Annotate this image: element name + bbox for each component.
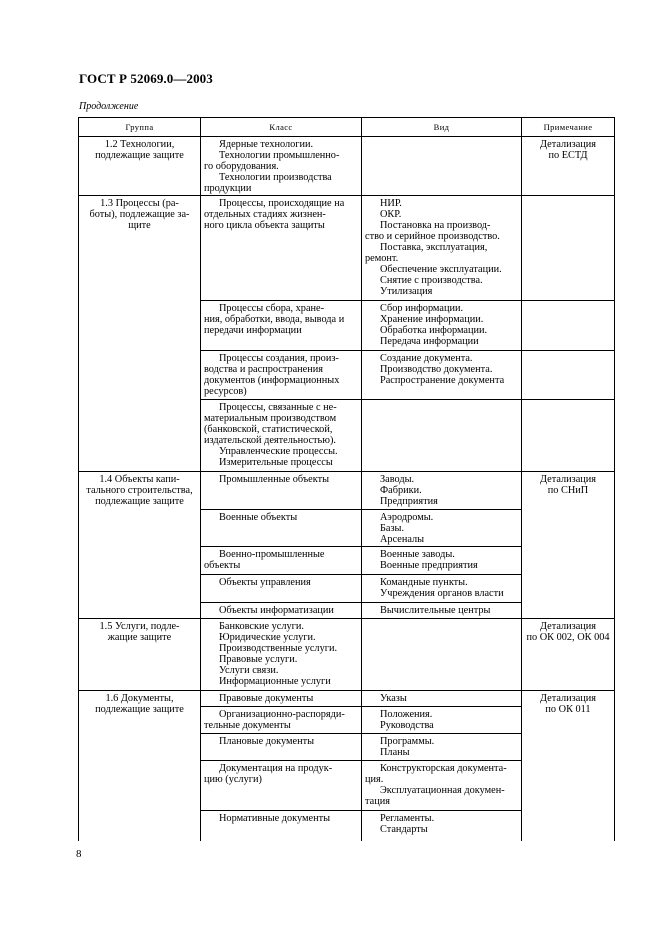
text-line: Аэродромы. [380,512,434,523]
text-line: Управленческие процессы. [219,446,338,457]
class-cell [201,575,362,603]
text-line: по ОК 011 [545,704,591,715]
text-line: Процессы, связанные с не- [219,402,337,413]
text-line: подлежащие защите [95,150,184,161]
kind-cell [362,734,522,761]
text-line: 1.6 Документы, [105,693,174,704]
class-cell [201,603,362,619]
text-line: Процессы, происходящие на [219,198,345,209]
text-line: Заводы. [380,474,415,485]
text-line: Услуги связи. [219,665,279,676]
text-line: НИР. [380,198,402,209]
text-line: тация [365,796,390,807]
text-line: Детализация [539,693,597,704]
note-cell [522,400,615,472]
column-header-group: Группа [79,118,201,137]
kind-cell [362,547,522,575]
kind-cell [362,196,522,301]
text-line: Технологии промышленно- [219,150,340,161]
text-line: Сбор информации. [380,303,464,314]
kind-cell [362,811,522,841]
text-line: тельные документы [204,720,291,731]
text-line: Детализация [539,474,597,485]
text-line: Технологии производства [219,172,332,183]
text-line: Создание документа. [380,353,473,364]
group-cell [79,619,201,691]
text-line: Объекты управления [219,577,311,588]
text-line: Военные объекты [219,512,298,523]
table-row [79,472,615,510]
text-line: тального строительства, [86,485,193,496]
kind-cell [362,575,522,603]
text-line: Стандарты [380,824,428,835]
text-line: щите [128,220,151,231]
text-line: подлежащие защите [95,496,184,507]
text-line: по ЕСТД [548,150,588,161]
class-cell [201,811,362,841]
note-cell [522,472,615,619]
text-line: Вычислительные центры [380,605,491,616]
kind-cell [362,691,522,707]
note-cell [522,301,615,351]
classification-table [78,117,615,841]
text-line: Утилизация [380,286,433,297]
text-line: Военные заводы. [380,549,455,560]
text-line: (банковской, статистической, [204,424,333,435]
text-line: ция. [365,774,384,785]
class-cell [201,734,362,761]
text-line: Нормативные документы [219,813,331,824]
text-line: отдельных стадиях жизнен- [204,209,326,220]
kind-cell [362,761,522,811]
text-line: ресурсов) [204,386,247,397]
text-line: жащие защите [107,632,172,643]
text-line: Правовые услуги. [219,654,298,665]
kind-cell [362,603,522,619]
text-line: Передача информации [380,336,479,347]
text-line: Ядерные технологии. [219,139,314,150]
page-number: 8 [76,848,82,860]
class-cell [201,351,362,400]
text-line: Процессы сбора, хране- [219,303,325,314]
table-header-row [79,118,615,137]
text-line: Промышленные объекты [219,474,330,485]
kind-cell [362,619,522,691]
text-line: Арсеналы [380,534,425,545]
text-line: Правовые документы [219,693,314,704]
text-line: Эксплуатационная докумен- [380,785,505,796]
column-header-note: Примечание [522,118,615,137]
group-cell [79,472,201,619]
class-cell [201,196,362,301]
text-line: цию (услуги) [204,774,262,785]
text-line: 1.3 Процессы (ра- [100,198,179,209]
text-line: Организационно-распоряди- [219,709,345,720]
text-line: документов (информационных [204,375,340,386]
column-header-class: Класс [201,118,362,137]
text-line: Военно-промышленные [219,549,325,560]
text-line: материальным производством [204,413,337,424]
table-row [79,196,615,301]
kind-cell [362,137,522,196]
text-line: Объекты информатизации [219,605,334,616]
text-line: передачи информации [204,325,302,336]
table-row [79,137,615,196]
text-line: Положения. [380,709,433,720]
text-line: Снятие с производства. [380,275,483,286]
text-line: Базы. [380,523,405,534]
text-line: Военные предприятия [380,560,478,571]
text-line: Планы [380,747,410,758]
text-line: Процессы создания, произ- [219,353,339,364]
continuation-label: Продолжение [79,101,139,112]
text-line: 1.5 Услуги, подле- [99,621,180,632]
class-cell [201,547,362,575]
note-cell [522,196,615,301]
group-cell [79,137,201,196]
kind-cell [362,351,522,400]
group-cell [79,196,201,472]
document-title: ГОСТ Р 52069.0—2003 [79,71,213,86]
text-line: издательской деятельностью). [204,435,336,446]
text-line: Конструкторская документа- [380,763,507,774]
kind-cell [362,301,522,351]
class-cell [201,472,362,510]
text-line: по СНиП [547,485,589,496]
text-line: Обработка информации. [380,325,488,336]
text-line: Детализация [539,139,597,150]
text-line: Командные пункты. [380,577,468,588]
column-header-kind: Вид [362,118,522,137]
group-cell [79,691,201,841]
class-cell [201,301,362,351]
kind-cell [362,707,522,734]
text-line: объекты [204,560,241,571]
text-line: Производство документа. [380,364,493,375]
class-cell [201,510,362,547]
kind-cell [362,472,522,510]
text-line: Фабрики. [380,485,422,496]
text-line: Постановка на производ- [380,220,491,231]
text-line: Измерительные процессы [219,457,333,468]
text-line: Поставка, эксплуатация, [380,242,488,253]
kind-cell [362,510,522,547]
kind-cell [362,400,522,472]
text-line: по ОК 002, ОК 004 [526,632,610,643]
text-line: водства и распространения [204,364,324,375]
text-line: Указы [380,693,407,704]
text-line: Юридические услуги. [219,632,316,643]
text-line: Руководства [380,720,434,731]
text-line: боты), подлежащие за- [89,209,190,220]
class-cell [201,707,362,734]
text-line: ОКР. [380,209,402,220]
text-line: го оборудования. [204,161,279,172]
class-cell [201,761,362,811]
text-line: продукции [204,183,252,194]
note-cell [522,619,615,691]
note-cell [522,351,615,400]
text-line: Программы. [380,736,435,747]
text-line: Банковские услуги. [219,621,304,632]
text-line: Обеспечение эксплуатации. [380,264,502,275]
table-row [79,619,615,691]
class-cell [201,691,362,707]
table-row [79,691,615,707]
text-line: подлежащие защите [95,704,184,715]
text-line: Плановые документы [219,736,314,747]
text-line: Предприятия [380,496,438,507]
text-line: 1.4 Объекты капи- [99,474,180,485]
text-line: Регламенты. [380,813,435,824]
text-line: ного цикла объекта защиты [204,220,325,231]
class-cell [201,619,362,691]
note-cell [522,691,615,841]
text-line: Производственные услуги. [219,643,338,654]
text-line: Информационные услуги [219,676,331,687]
text-line: ство и серийное производство. [365,231,500,242]
text-line: Распространение документа [380,375,505,386]
note-cell [522,137,615,196]
class-cell [201,137,362,196]
text-line: Детализация [539,621,597,632]
text-line: Учреждения органов власти [380,588,504,599]
text-line: ния, обработки, ввода, вывода и [204,314,345,325]
text-line: Хранение информации. [380,314,484,325]
text-line: Документация на продук- [219,763,333,774]
text-line: 1.2 Технологии, [104,139,175,150]
class-cell [201,400,362,472]
text-line: ремонт. [365,253,399,264]
